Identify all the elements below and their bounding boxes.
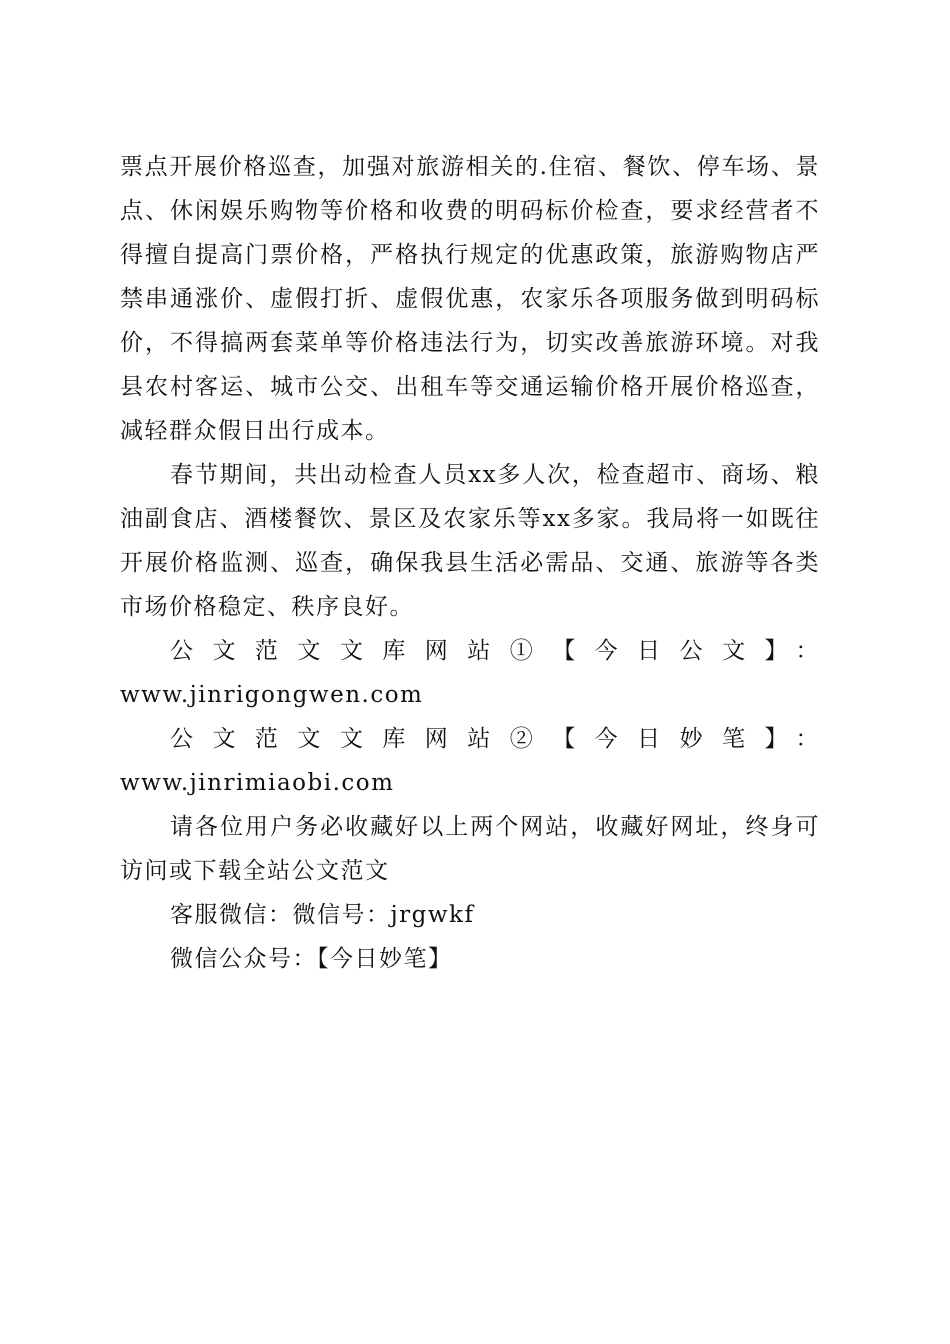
paragraph-spring-festival: 春节期间，共出动检查人员xx多人次，检查超市、商场、粮油副食店、酒楼餐饮、景区及农家乐等xx多家。我局将一如既往开展价格监测、巡查，确保我县生活必需品、交通、旅游等各类市场价格稳定、秩序良好。 [120,462,820,620]
bookmark-notice: 请各位用户务必收藏好以上两个网站，收藏好网址，终身可访问或下载全站公文范文 [120,814,820,884]
site2-line[interactable]: 公文范文文库网站②【今日妙笔】：www.jinrimiaobi.com [120,726,820,796]
wechat-public-account: 微信公众号：【今日妙笔】 [170,946,453,972]
site1-label: 公文范文文库网站①【今日公文】： [170,638,820,664]
paragraph-tourism-inspection: 票点开展价格巡查，加强对旅游相关的.住宿、餐饮、停车场、景点、休闲娱乐购物等价格和收费的明码标价检查，要求经营者不得擅自提高门票价格，严格执行规定的优惠政策，旅游购物店严禁串通涨价、虚假打折、虚假优惠，农家乐各项服务做到明码标价，不得搞两套菜单等价格违法行为，切实改善旅游环境。对我县农村客运、城市公交、出租车等交通运输价格开展价格巡查，减轻群众假日出行成本。 [120,154,820,444]
document-body [120,145,820,981]
site1-url[interactable]: www.jinrigongwen.com [120,682,424,708]
wechat-service: 客服微信：微信号：jrgwkf [170,902,475,928]
